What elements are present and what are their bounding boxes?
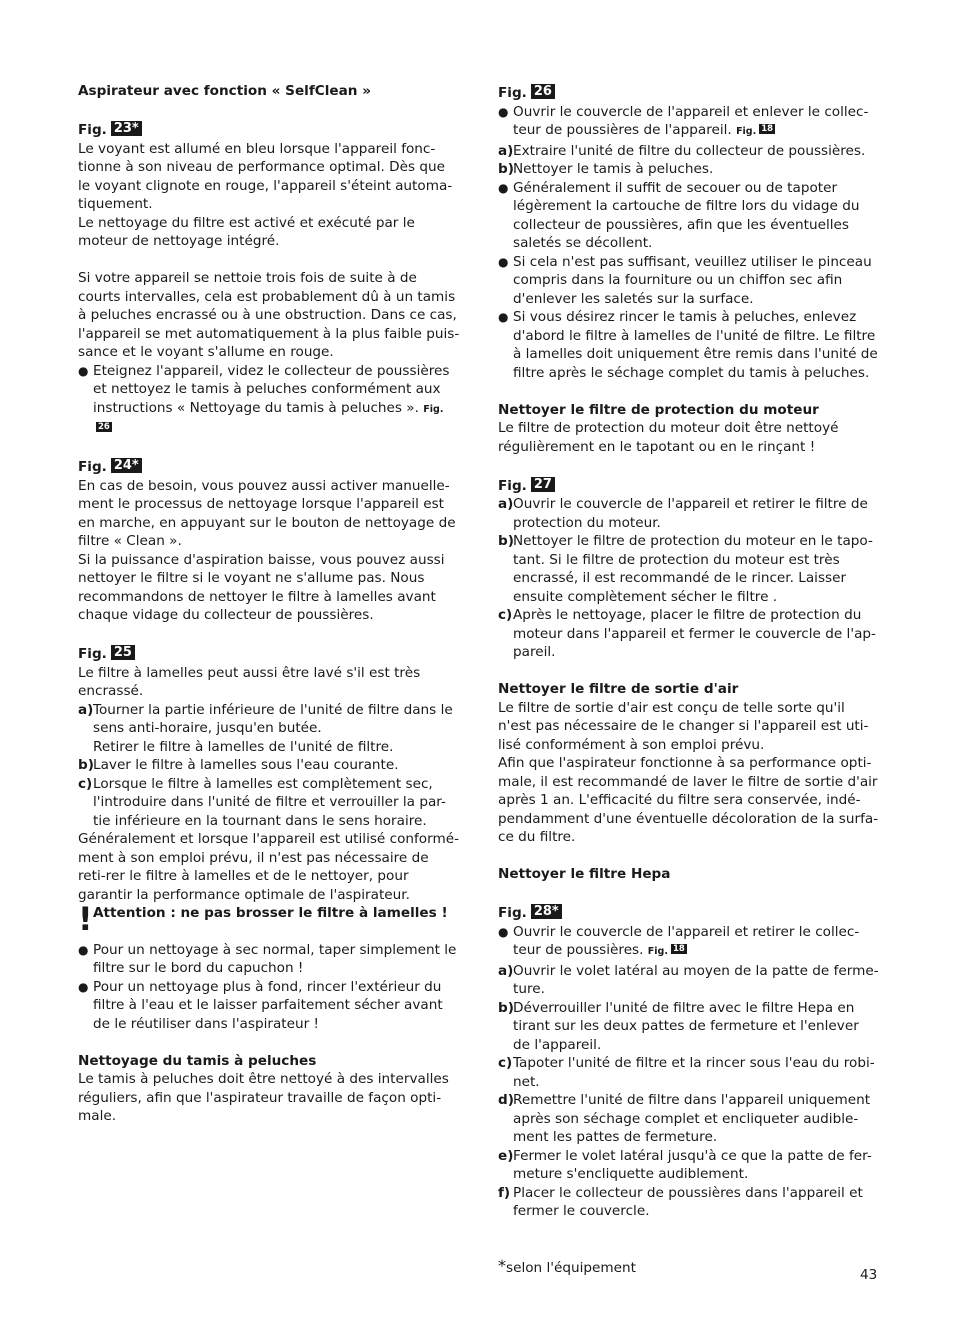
fig-number-badge: 25	[111, 645, 135, 660]
bullet-item	[498, 179, 880, 253]
fig-label: Fig.	[78, 646, 107, 662]
bullet-icon: ●	[498, 104, 509, 119]
step-text: Laver le filtre à lamelles sous l'eau courante.	[93, 757, 399, 773]
left-column	[78, 82, 460, 1126]
bullet-text: Ouvrir le couvercle de l'appareil et retirer le collec-teur de poussières.	[513, 923, 860, 958]
step-text: Fermer le volet latéral jusqu'à ce que la patte de fer-meture s'encliquette audiblement.	[513, 1147, 872, 1182]
bullet-icon: ●	[78, 942, 89, 957]
step-text: Tapoter l'unité de filtre et la rincer sous l'eau du robi-net.	[513, 1055, 875, 1090]
step-item	[498, 142, 880, 161]
step-marker: c)	[498, 607, 513, 623]
step-item	[498, 160, 880, 179]
heading-tamis: Nettoyage du tamis à peluches	[78, 1052, 317, 1069]
step-marker: c)	[498, 1055, 513, 1071]
fig-label-small: Fig.	[647, 946, 668, 957]
heading-moteur: Nettoyer le filtre de protection du moteur	[498, 401, 819, 418]
fig-23-ref	[78, 119, 460, 140]
warning-notice	[78, 900, 460, 938]
bullet-text: Pour un nettoyage plus à fond, rincer l'extérieur du filtre à l'eau et le laisser parfaitement sécher avant de le réutiliser dans l'aspirateur !	[93, 978, 443, 1032]
bullet-text: Ouvrir le couvercle de l'appareil et enlever le collec-teur de poussières de l'appareil.	[513, 103, 869, 138]
paragraph: Généralement et lorsque l'appareil est utilisé conformé-ment à son emploi prévu, il n'est pas nécessaire de reti-rer le filtre à lamelles et de le nettoyer, pour garantir la performance optimale de l'aspirateur.	[78, 831, 459, 903]
bullet-text: Si vous désirez rincer le tamis à peluches, enlevez d'abord le filtre à lamelles de l'unité de filtre. Le filtre à lamelles doit uniquement être remis dans l'unité de filtre après le séchage complet du tamis à peluches.	[513, 309, 878, 381]
fig-25-ref	[78, 643, 460, 664]
fig-label: Fig.	[498, 85, 527, 101]
step-marker: b)	[78, 757, 94, 773]
bullet-item	[78, 362, 460, 438]
step-item	[78, 775, 460, 831]
paragraph: Le filtre à lamelles peut aussi être lavé s'il est très encrassé.	[78, 664, 421, 699]
fig-label-small: Fig.	[736, 126, 757, 137]
paragraph: Le filtre de protection du moteur doit être nettoyé régulièrement en le tapotant ou en le rinçant !	[498, 420, 839, 455]
bullet-text: Si cela n'est pas suffisant, veuillez utiliser le pinceau compris dans la fourniture ou un chiffon sec afin d'enlever les saletés sur la surface.	[513, 253, 872, 307]
bullet-icon: ●	[498, 924, 509, 939]
step-item	[498, 495, 880, 532]
footnote-text: selon l'équipement	[506, 1260, 636, 1276]
paragraph: Le filtre de sortie d'air est conçu de telle sorte qu'il n'est pas nécessaire de le changer si l'appareil est uti-lisé conformément à son emploi prévu.	[498, 699, 869, 753]
step-item	[498, 1091, 880, 1147]
fig-number-small-badge: 18	[761, 124, 774, 134]
bullet-icon: ●	[78, 363, 89, 378]
fig-number-badge: 27	[531, 477, 555, 492]
paragraph: Le nettoyage du filtre est activé et exécuté par le moteur de nettoyage intégré.	[78, 214, 415, 249]
step-item	[498, 962, 880, 999]
step-item	[78, 756, 460, 775]
step-text: Lorsque le filtre à lamelles est complètement sec, l'introduire dans l'unité de filtre et verrouiller la par-tie inférieure en la tournant dans le sens horaire.	[93, 775, 446, 829]
step-marker: a)	[498, 962, 514, 979]
step-marker: b)	[498, 161, 514, 177]
paragraph: En cas de besoin, vous pouvez aussi activer manuelle-ment le processus de nettoyage lorsque l'appareil est en marche, en appuyant sur le bouton de nettoyage de filtre « Clean ».	[78, 477, 456, 549]
fig-number-badge: 23*	[111, 121, 142, 136]
step-text: Nettoyer le tamis à peluches.	[513, 161, 714, 177]
bullet-text: Généralement il suffit de secouer ou de tapoter légèrement la cartouche de filtre lors du vidage du collecteur de poussières, afin que les éventuelles saletés se décollent.	[513, 179, 860, 251]
step-item	[498, 606, 880, 662]
step-item	[498, 1054, 880, 1091]
bullet-icon: ●	[78, 979, 89, 994]
heading-hepa: Nettoyer le filtre Hepa	[498, 866, 671, 882]
bullet-text: Pour un nettoyage à sec normal, taper simplement le filtre sur le bord du capuchon !	[93, 941, 457, 976]
paragraph: Le voyant est allumé en bleu lorsque l'appareil fonc-tionne à son niveau de performance optimal. Dès que le voyant clignote en rouge, l'appareil s'éteint automa-tiquement.	[78, 140, 453, 212]
paragraph: Si la puissance d'aspiration baisse, vous pouvez aussi nettoyer le filtre si le voyant ne s'allume pas. Nous recommandons de nettoyer le filtre à lamelles avant chaque vidage du collecteur de poussières.	[78, 551, 445, 623]
step-text: Déverrouiller l'unité de filtre avec le filtre Hepa en tirant sur les deux pattes de fermeture et l'enlever de l'appareil.	[513, 999, 859, 1053]
step-marker: a)	[498, 496, 514, 512]
step-item	[498, 1184, 880, 1221]
step-marker: d)	[498, 1092, 514, 1108]
right-column	[498, 82, 880, 1221]
heading-air: Nettoyer le filtre de sortie d'air	[498, 681, 739, 697]
step-text: Ouvrir le couvercle de l'appareil et retirer le filtre de protection du moteur.	[513, 496, 868, 531]
paragraph: Si votre appareil se nettoie trois fois de suite à de courts intervalles, cela est probablement dû à un tamis à peluches encrassé ou à une obstruction. Dans ce cas, l'appareil se met automatiquement à la plus faible puis-sance et le voyant s'allume en rouge.	[78, 270, 460, 360]
bullet-icon: ●	[498, 310, 509, 324]
step-marker: b)	[498, 533, 514, 549]
step-text: Extraire l'unité de filtre du collecteur de poussières.	[513, 142, 866, 159]
fig-label-small: Fig.	[423, 403, 444, 415]
bullet-item	[78, 978, 460, 1034]
fig-number-badge: 24*	[111, 458, 142, 473]
fig-26-ref	[498, 82, 880, 103]
fig-label: Fig.	[498, 477, 527, 494]
fig-number-small-badge: 18	[672, 944, 685, 954]
fig-label: Fig.	[78, 459, 107, 475]
bullet-item	[498, 308, 880, 382]
fig-number-small-badge: 26	[98, 422, 110, 432]
step-text-continued: Retirer le filtre à lamelles de l'unité de filtre.	[93, 738, 394, 755]
fig-27-ref	[498, 475, 880, 496]
fig-28-ref	[498, 902, 880, 923]
bullet-icon: ●	[498, 254, 509, 269]
bullet-icon: ●	[498, 180, 509, 195]
step-text: Nettoyer le filtre de protection du moteur en le tapo-tant. Si le filtre de protection du moteur est très encrassé, il est recommandé de le rincer. Laisser ensuite complètement sécher le filtre .	[513, 533, 873, 605]
bullet-item	[498, 253, 880, 309]
warning-text: Attention : ne pas brosser le filtre à lamelles !	[93, 905, 448, 921]
step-text: Placer le collecteur de poussières dans l'appareil et fermer le couvercle.	[513, 1184, 863, 1219]
fig-number-badge: 28*	[531, 904, 562, 919]
step-text: Après le nettoyage, placer le filtre de protection du moteur dans l'appareil et fermer le couvercle de l'ap-pareil.	[513, 607, 876, 660]
paragraph: Le tamis à peluches doit être nettoyé à des intervalles réguliers, afin que l'aspirateur travaille de façon opti-male.	[78, 1071, 449, 1124]
step-marker: a)	[498, 142, 514, 159]
step-text: Ouvrir le volet latéral au moyen de la patte de ferme-ture.	[513, 962, 879, 997]
step-marker: c)	[78, 775, 93, 792]
step-marker: a)	[78, 701, 94, 718]
fig-label: Fig.	[498, 905, 527, 921]
page-number: 43	[860, 1267, 878, 1283]
heading-selfclean: Aspirateur avec fonction « SelfClean »	[78, 83, 371, 99]
bullet-item	[78, 941, 460, 978]
step-text: Remettre l'unité de filtre dans l'appareil uniquement après son séchage complet et encliqueter audible-ment les pattes de fermeture.	[513, 1092, 871, 1145]
fig-number-badge: 26	[531, 84, 555, 99]
bullet-text: Eteignez l'appareil, videz le collecteur de poussières et nettoyez le tamis à peluches conformément aux instructions « Nettoyage du tamis à peluches ».	[93, 362, 450, 416]
warning-icon: !	[78, 900, 93, 938]
step-item	[498, 532, 880, 606]
step-item	[498, 1147, 880, 1184]
step-text: Tourner la partie inférieure de l'unité de filtre dans le sens anti-horaire, jusqu'en butée.	[93, 701, 453, 736]
step-marker: f)	[498, 1184, 511, 1201]
fig-24-ref	[78, 456, 460, 477]
bullet-item	[498, 103, 880, 142]
step-marker: e)	[498, 1147, 514, 1164]
footnote	[498, 1256, 636, 1276]
step-marker: b)	[498, 999, 514, 1016]
step-item	[498, 999, 880, 1055]
paragraph: Afin que l'aspirateur fonctionne à sa performance opti-male, il est recommandé de laver le filtre de sortie d'air après 1 an. L'efficacité du filtre sera conservée, indé-pendamment d'une éventuelle décoloration de la surfa-ce du filtre.	[498, 755, 879, 845]
fig-label: Fig.	[78, 122, 107, 138]
step-item	[78, 701, 460, 757]
bullet-item	[498, 923, 880, 962]
footnote-asterisk: *	[498, 1256, 506, 1275]
